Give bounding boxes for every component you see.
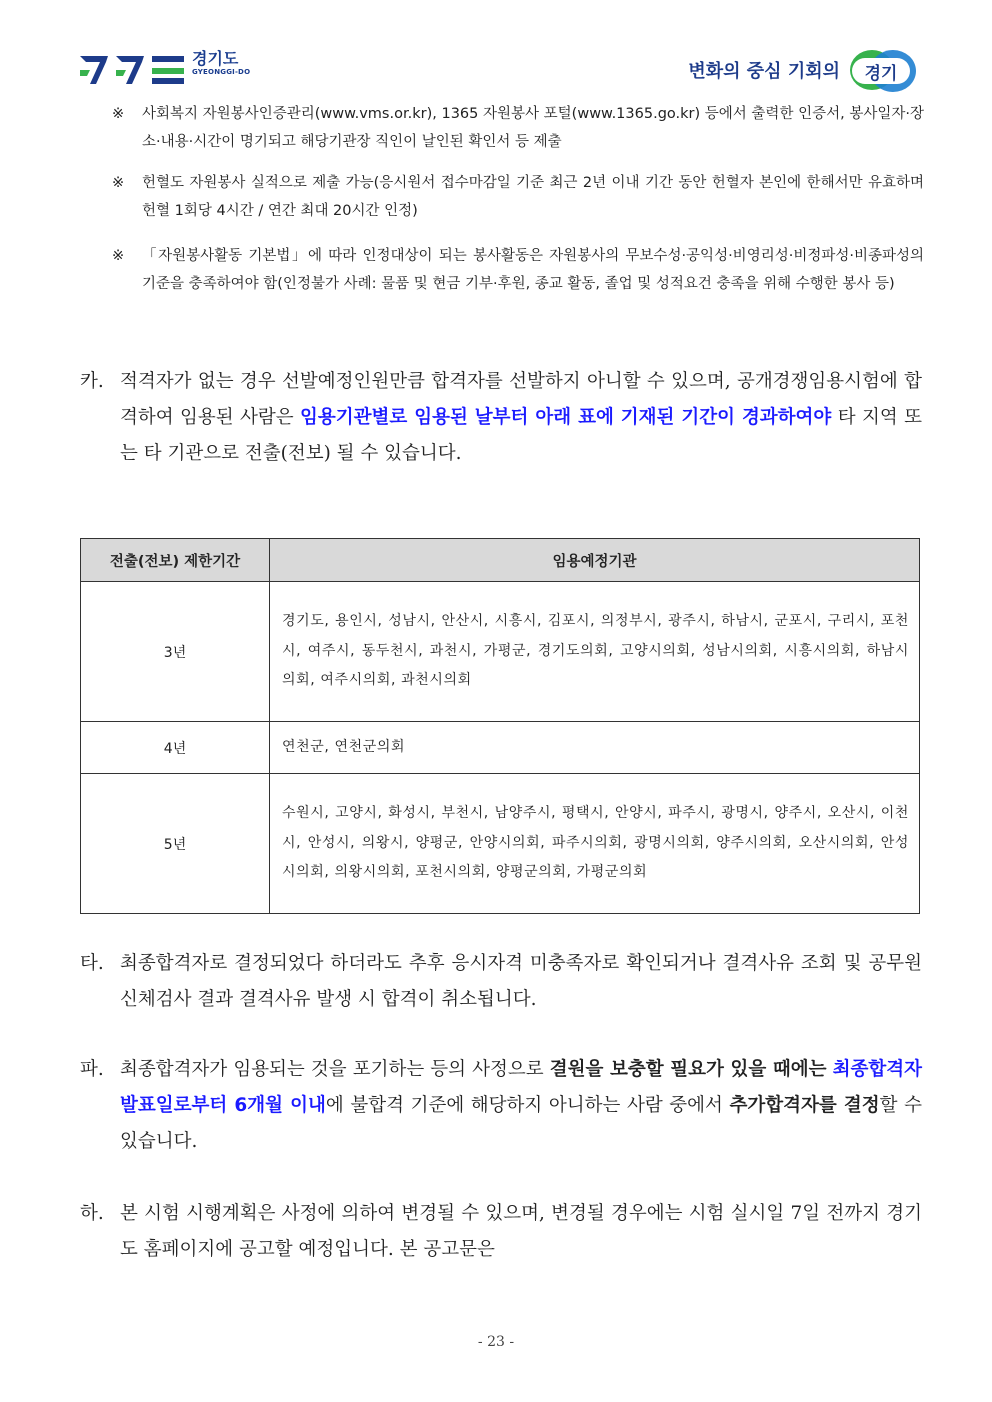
paragraph-label: 타. xyxy=(80,953,104,974)
transfer-restriction-table xyxy=(80,538,920,914)
page-header xyxy=(78,48,920,98)
paragraph-label: 카. xyxy=(80,371,104,392)
gyeonggi-logo xyxy=(78,48,250,88)
note-text: 「자원봉사활동 기본법」에 따라 인정대상이 되는 봉사활동은 자원봉사의 무보수성·공익성·비영리성·비정파성·비종파성의 기준을 충족하여야 함(인정불가 사례: 물품 및 현금 기부·후원, 종교 활동, 졸업 및 성적요건 충족을 위해 수행한 봉사 등) xyxy=(142,248,924,292)
note-volunteer-certificate xyxy=(112,100,924,156)
paragraph-pa xyxy=(80,1052,922,1160)
slogan-text: 변화의 중심 기회의 xyxy=(688,61,840,82)
note-mark: ※ xyxy=(112,175,125,191)
note-text: 사회복지 자원봉사인증관리(www.vms.or.kr), 1365 자원봉사 포털(www.1365.go.kr) 등에서 출력한 인증서, 봉사일자·장소·내용·시간이 명기되고 해당기관장 직인이 날인된 확인서 등 제출 xyxy=(142,106,924,150)
slogan xyxy=(688,48,920,92)
table-row xyxy=(81,582,920,722)
table-row xyxy=(81,774,920,914)
logo-name-en: GYEONGGI-DO xyxy=(192,68,251,76)
paragraph-text: 할 수 있습니다. xyxy=(120,1095,922,1152)
note-mark: ※ xyxy=(112,248,125,264)
paragraph-body xyxy=(120,364,922,472)
paragraph-ka xyxy=(80,364,922,472)
logo-name-kr: 경기도 xyxy=(192,49,239,68)
slogan-badge-label: 경기 xyxy=(852,58,910,84)
note-volunteer-act xyxy=(112,242,924,298)
table-row xyxy=(81,722,920,774)
note-mark: ※ xyxy=(112,106,125,122)
table-cell-period: 3년 xyxy=(81,582,270,722)
column-header: 임용예정기관 xyxy=(270,539,920,582)
paragraph-text: 에 불합격 기준에 해당하지 아니하는 사람 중에서 xyxy=(325,1095,730,1116)
paragraph-text: 본 시험 시행계획은 사정에 의하여 변경될 수 있으며, 변경될 경우에는 시험 실시일 7일 전까지 경기도 홈페이지에 공고할 예정입니다. 본 공고문은 xyxy=(120,1203,922,1260)
bold-text: 추가합격자를 결정 xyxy=(729,1095,880,1116)
note-text: 헌혈도 자원봉사 실적으로 제출 가능(응시원서 접수마감일 기준 최근 2년 이내 기간 동안 헌혈자 본인에 한해서만 유효하며 헌혈 1회당 4시간 / 연간 최대 20시간 인정) xyxy=(142,175,924,219)
paragraph-text: 타 지역 또는 타 기관으로 전출(전보) 될 수 있습니다. xyxy=(120,407,922,464)
table-cell-orgs: 수원시, 고양시, 화성시, 부천시, 남양주시, 평택시, 안양시, 파주시, 광명시, 양주시, 오산시, 이천시, 안성시, 의왕시, 양평군, 안양시의회, 파주시의회, 광명시의회, 양주시의회, 오산시의회, 안성시의회, 의왕시의회, 포천시의회, 양평군의회, 가평군의회 xyxy=(270,774,920,914)
column-header: 전출(전보) 제한기간 xyxy=(81,539,270,582)
paragraph-ha xyxy=(80,1196,922,1268)
paragraph-ta xyxy=(80,946,922,1018)
table-cell-period: 5년 xyxy=(81,774,270,914)
table-cell-orgs: 연천군, 연천군의회 xyxy=(270,722,920,774)
paragraph-label: 파. xyxy=(80,1059,104,1080)
highlight-text: 최종합격자 발표일로부터 6개월 이내 xyxy=(120,1059,922,1116)
paragraph-text: 적격자가 없는 경우 선발예정인원만큼 합격자를 선발하지 아니할 수 있으며, 공개경쟁임용시험에 합격하여 임용된 사람은 xyxy=(120,371,922,428)
note-blood-donation xyxy=(112,169,924,225)
paragraph-body xyxy=(120,1052,922,1160)
gyeonggi-logo-mark-icon xyxy=(78,48,186,88)
bold-text: 결원을 보충할 필요가 있을 때에는 xyxy=(549,1059,827,1080)
page-number: - 23 - xyxy=(477,1334,515,1350)
paragraph-text: 최종합격자가 임용되는 것을 포기하는 등의 사정으로 xyxy=(120,1059,550,1080)
table-cell-orgs: 경기도, 용인시, 성남시, 안산시, 시흥시, 김포시, 의정부시, 광주시, 하남시, 군포시, 구리시, 포천시, 여주시, 동두천시, 과천시, 가평군, 경기도의회, 고양시의회, 성남시의회, 시흥시의회, 하남시의회, 여주시의회, 과천시의회 xyxy=(270,582,920,722)
highlight-text: 임용기관별로 임용된 날부터 아래 표에 기재된 기간이 경과하여야 xyxy=(300,407,832,428)
table-cell-period: 4년 xyxy=(81,722,270,774)
table-header-row xyxy=(81,539,920,582)
paragraph-label: 하. xyxy=(80,1203,104,1224)
paragraph-text: 최종합격자로 결정되었다 하더라도 추후 응시자격 미충족자로 확인되거나 결격사유 조회 및 공무원신체검사 결과 결격사유 발생 시 합격이 취소됩니다. xyxy=(120,953,922,1010)
slogan-badge xyxy=(844,48,920,92)
